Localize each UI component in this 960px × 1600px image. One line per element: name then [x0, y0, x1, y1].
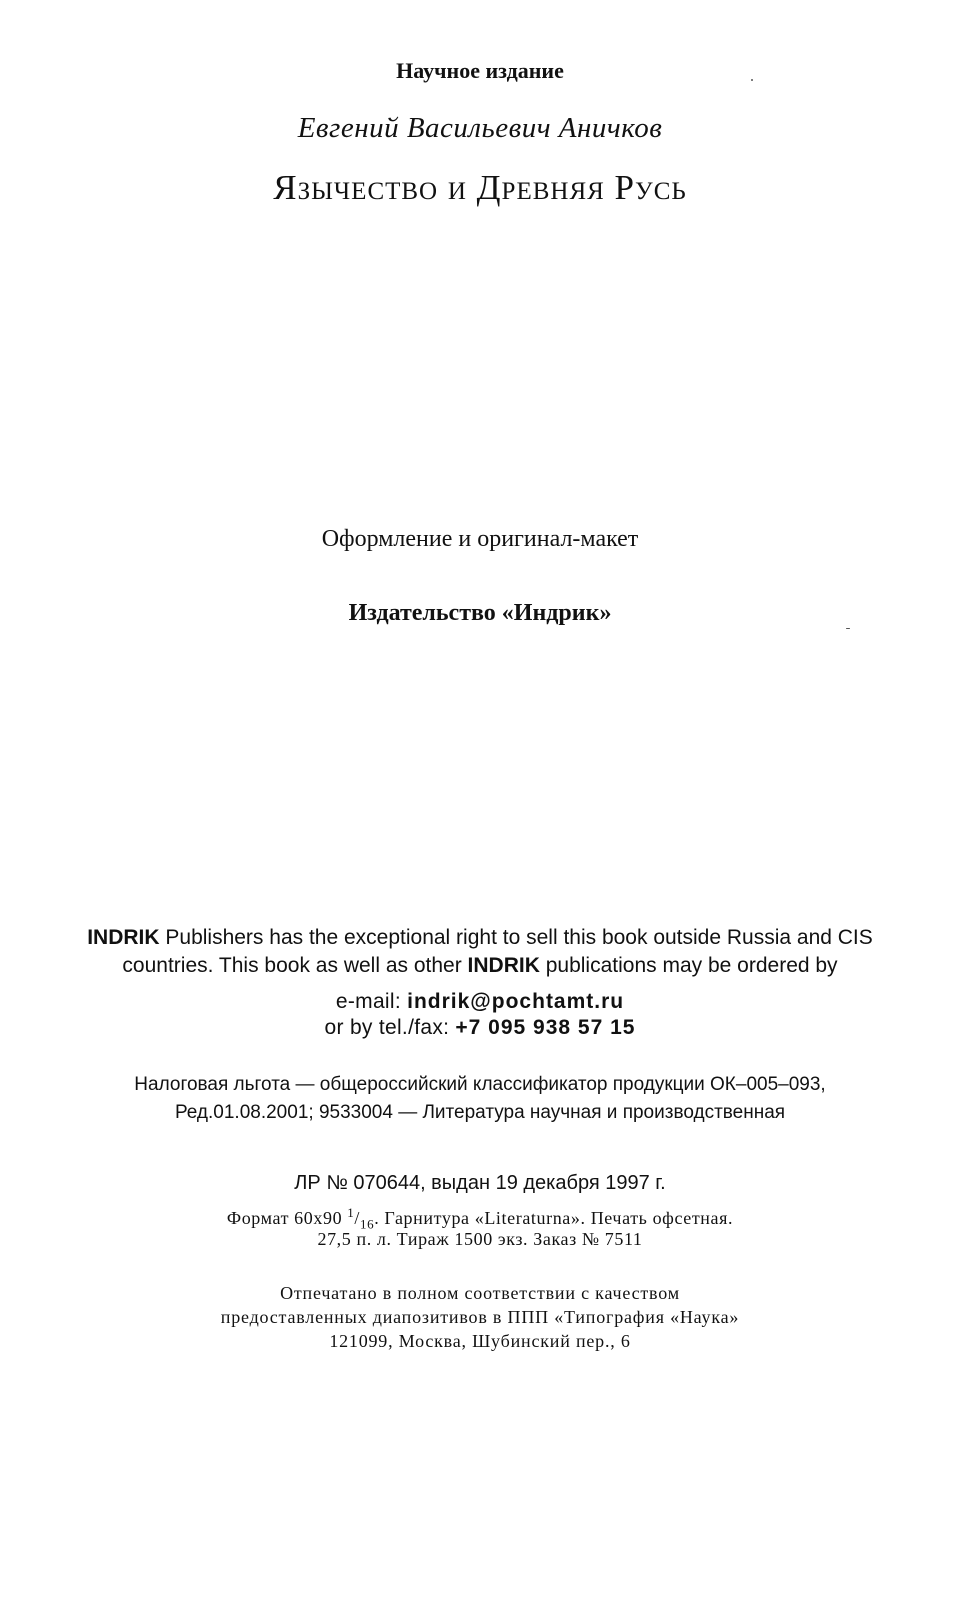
format-fraction-denominator: 16 — [360, 1216, 375, 1232]
scan-speck — [751, 79, 753, 81]
rights-text-2-start: countries. This book as well as other — [122, 954, 468, 977]
author-name: Евгений Васильевич Аничков — [297, 112, 663, 144]
tax-line-1: Налоговая льгота — общероссийский классификатор продукции ОК–005–093, — [134, 1074, 826, 1095]
format-rest: . Гарнитура «Literaturna». Печать офсетная. — [374, 1208, 734, 1228]
publisher-name: Издательство «Индрик» — [348, 600, 612, 626]
rights-line-2 — [0, 954, 960, 978]
email-label: e-mail: — [335, 990, 408, 1013]
rights-text-1: Publishers has the exceptional right to sell this book outside Russia and CIS — [159, 926, 873, 949]
format-line-2: 27,5 п. л. Тираж 1500 экз. Заказ № 7511 — [317, 1229, 643, 1249]
email-address: indrik@pochtamt.ru — [407, 990, 625, 1013]
rights-line-1 — [0, 926, 960, 950]
tel-label: or by tel./fax: — [324, 1016, 456, 1039]
tax-line-2: Ред.01.08.2001; 9533004 — Литература научная и производственная — [174, 1102, 786, 1123]
printing-line-1: Отпечатано в полном соответствии с качеством — [280, 1283, 680, 1303]
rights-brand-1: INDRIK — [87, 926, 160, 949]
tel-number: +7 095 938 57 15 — [455, 1016, 636, 1039]
design-credit: Оформление и оригинал-макет — [321, 526, 639, 552]
genre-label: Научное издание — [396, 58, 564, 83]
email-line — [0, 990, 960, 1014]
tel-line — [0, 1016, 960, 1040]
license-line: ЛР № 070644, выдан 19 декабря 1997 г. — [294, 1172, 666, 1194]
format-fraction-slash: / — [354, 1208, 360, 1228]
rights-text-2-rest: publications may be ordered by — [539, 954, 838, 977]
format-start: Формат 60х90 — [226, 1208, 348, 1228]
printing-line-3: 121099, Москва, Шубинский пер., 6 — [329, 1331, 631, 1351]
rights-brand-2: INDRIK — [467, 954, 540, 977]
book-title: Язычество и Древняя Русь — [273, 168, 687, 207]
format-fraction-numerator: 1 — [347, 1205, 355, 1220]
scan-speck — [846, 628, 850, 629]
printing-line-2: предоставленных диапозитивов в ППП «Типография «Наука» — [220, 1307, 740, 1327]
